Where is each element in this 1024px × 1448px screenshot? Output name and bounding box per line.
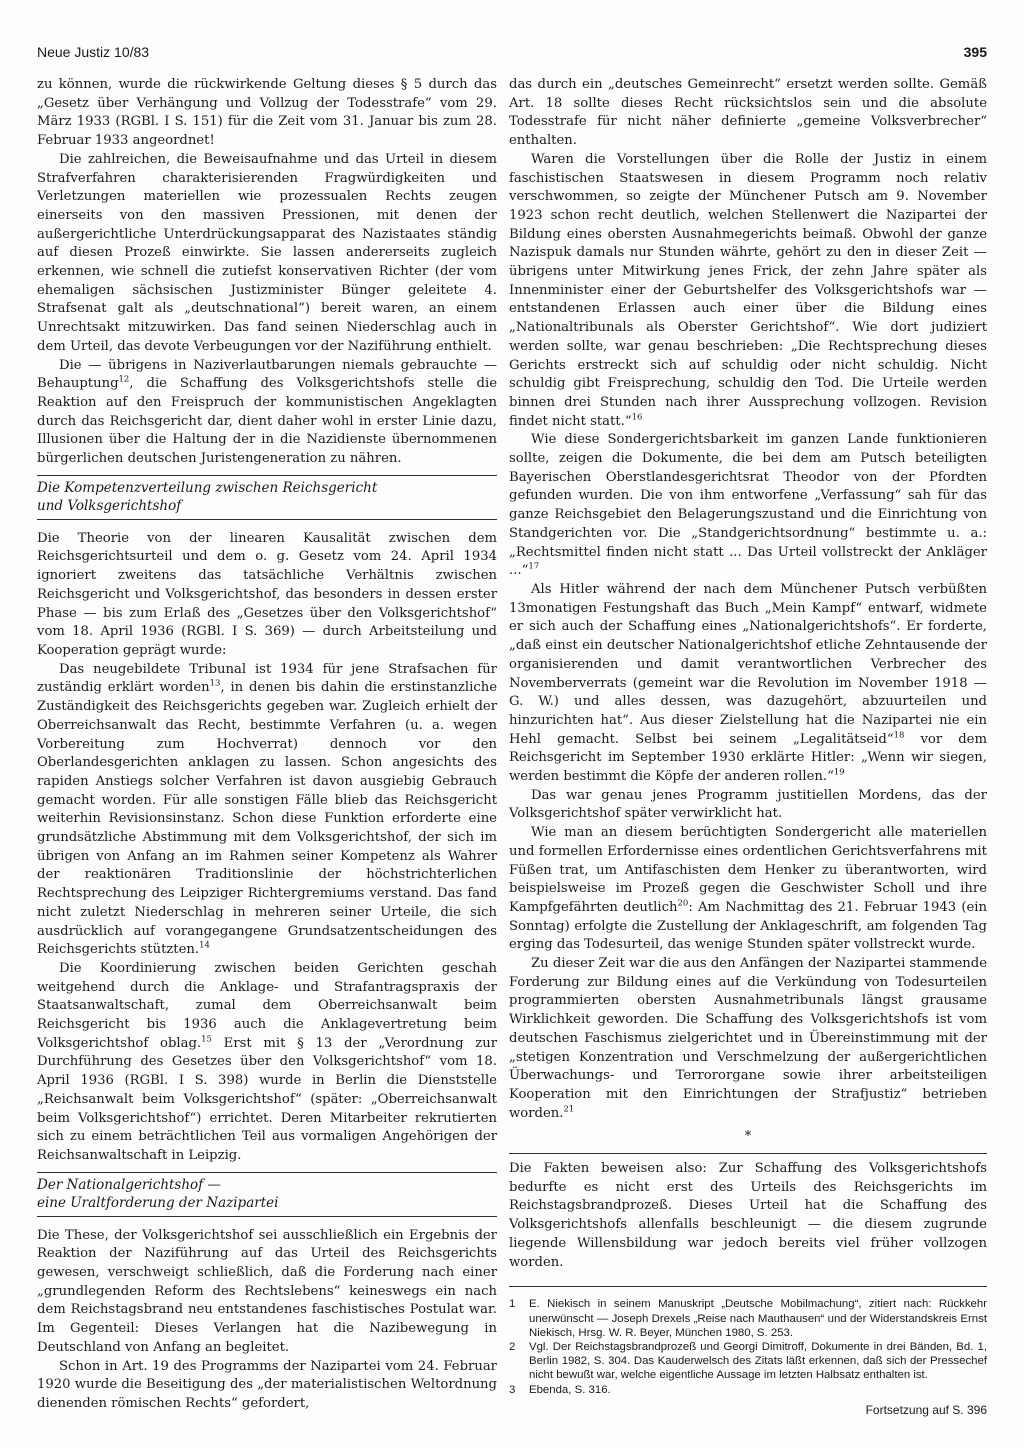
- footnote-divider: [509, 1286, 987, 1287]
- section-separator-star: *: [744, 1129, 752, 1145]
- footnote-ref: 14: [199, 940, 210, 951]
- paragraph: [509, 955, 987, 1123]
- footnote-number: 1: [509, 1298, 516, 1311]
- paragraph: [509, 581, 987, 787]
- paragraph-text: Als Hitler während der nach dem Münchener Putsch verbüßten 13monatigen Festungshaft das Buch „Mein Kampf“ entwarf, widmete er sich auch der Schaffung eines „Nationalgerichtshofs“. Er forderte, „daß einst ein deutscher Nationalgerichtshof etliche Zehntausende der organisierenden und damit verantwortlichen Verbrecher des Novemberverrats (gemeint war die Revolution im November 1918 — G. W.) und alles dessen, was dazugehört, abzuurteilen und hinzurichten hat“. Aus dieser Zielstellung hat die Nazipartei nie ein Hehl gemacht. Selbst bei seinem „Legalitätseid“: [509, 581, 987, 747]
- paragraph-text: vor dem Reichsgericht im September 1930 erklärte Hitler: „Wenn wir siegen, werden bestimmt die Köpfe der anderen rollen.“: [509, 731, 987, 785]
- footnote-ref: 12: [118, 374, 130, 385]
- paragraph: Die zahlreichen, die Beweisaufnahme und das Urteil in diesem Strafverfahren charakterisierenden Fragwürdigkeiten und Verletzungen materiellen wie prozessualen Rechts zeugen einerseits von den massiven Pressionen, mit denen der außergerichtliche Unterdrückungsapparat des Nazistaates ständig auf diesen Prozeß einwirkte. Sie lassen andererseits zugleich erkennen, wie schnell die zutiefst konservativen Richter (der vom ehemaligen sächsischen Justizminister Bünger geleitete 4. Strafsenat galt als „deutschnational“) bereit waren, an einem Unrechtsakt mitzuwirken. Das fand seinen Niederschlag auch in dem Urteil, das devote Verbeugungen vor der Naziführung enthielt.: [37, 151, 497, 354]
- paragraph: zu können, wurde die rückwirkende Geltung dieses § 5 durch das „Gesetz über Verhängung und Vollzug der Todesstrafe“ vom 29. März 1933 (RGBl. I S. 151) für die Zeit vom 31. Januar bis zum 28. Februar 1933 angeordnet!: [37, 77, 497, 149]
- paragraph-text: Wie diese Sondergerichtsbarkeit im ganzen Lande funktionieren sollte, zeigen die Dokumente, die bei dem am Putsch beteiligten Bayerischen Oberstlandesgerichtsrat Theodor von der Pfordten gefunden wurden. Die von ihm entworfene „Verfassung“ sah für das ganze Reichsgebiet den Belagerungszustand und die Einrichtung von Standgerichten vor. Die „Standgerichtsordnung“ bestimmte u. a.: „Rechtsmittel finden nicht statt ... Das Urteil vollstreckt der Ankläger ...“: [509, 432, 987, 579]
- page-number: 395: [963, 44, 987, 60]
- footnote-ref: 18: [893, 730, 905, 741]
- right-column: [509, 76, 987, 1419]
- continuation-note: Fortsetzung auf S. 396: [865, 1402, 987, 1417]
- page-header: [37, 44, 987, 64]
- footnote-number: 2: [509, 1340, 516, 1353]
- paragraph: [509, 824, 987, 955]
- footnote-ref: 16: [631, 412, 643, 423]
- paragraph: das durch ein „deutsches Gemeinrecht“ ersetzt werden sollte. Gemäß Art. 18 sollte dieses Recht rücksichtslos sein und die absolute Todesstrafe für nicht näher definierte „gemeine Volksverbrecher“ enthalten.: [509, 77, 987, 149]
- paragraph-text: Wie man an diesem berüchtigten Sondergericht alle materiellen und formellen Erfordernisse eines ordentlichen Gerichtsverfahrens mit Füßen trat, um Antifaschisten dem Henker zu überantworten, wird beispielsweise im Prozeß gegen die Geschwister Scholl und ihre Kampfgefährten deutlich: [509, 825, 987, 915]
- paragraph: [37, 357, 497, 469]
- footnote-number: 3: [509, 1383, 516, 1396]
- paragraph: [37, 661, 497, 960]
- paragraph-text: Die — übrigens in Naziverlautbarungen niemals gebrauchte — Behauptung: [37, 357, 497, 392]
- paragraph-text: Zu dieser Zeit war die aus den Anfängen der Nazipartei stammende Forderung zur Bildung eines auf die Verkündung von Todesurteilen programmierten obersten Ausnahmetribunals längst grausame Wirklichkeit geworden. Die Schaffung des Volksgerichtshofs ist vom deutschen Faschismus zielgerichtet und in Übereinstimmung mit der „stetigen Konzentration und Verschmelzung der außergerichtlichen Überwachungs- und Terrororgane sowie ihrer arbeitsteiligen Kooperation mit den Einrichtungen der Strafjustiz“ betrieben worden.: [509, 956, 987, 1121]
- paragraph-text: Die Koordinierung zwischen beiden Gerichten geschah weitgehend durch die Anklage- und Strafantragspraxis der Staatsanwaltschaft, zumal dem Oberreichsanwalt beim Reichsgericht bis 1936 auch die Anklagevertretung beim Volksgerichtshof oblag.: [37, 960, 497, 1051]
- paragraph: Das war genau jenes Programm justitiellen Mordens, das der Volksgerichtshof später verwirklicht hat.: [509, 787, 987, 822]
- footnote-ref: 21: [563, 1104, 575, 1115]
- paragraph-text: , die Schaffung des Volksgerichtshofs stelle die Reaktion auf den Freispruch der kommunistischen Angeklagten durch das Reichsgericht dar, dient daher wohl in erster Linie dazu, Illusionen über die Haltung der in die Nazidienste übernommenen bürgerlichen deutschen Juristengeneration zu nähren.: [37, 376, 497, 467]
- paragraph: Die Theorie von der linearen Kausalität zwischen dem Reichsgerichtsurteil und dem o. g. Gesetz vom 24. April 1934 ignoriert zweitens das tatsächliche Verhältnis zwischen Reichsgericht und Volksgerichtshof, das besonders in dessen erster Phase — bis zum Erlaß des „Gesetzes über den Volksgerichtshof“ vom 18. April 1936 (RGBl. I S. 369) — durch Arbeitsteilung und Kooperation geprägt wurde:: [37, 530, 497, 658]
- footnote-ref: 19: [833, 767, 845, 778]
- left-column: [37, 76, 497, 1414]
- footnote: [509, 1340, 987, 1383]
- footnote: [509, 1383, 987, 1397]
- paragraph: Die Fakten beweisen also: Zur Schaffung des Volksgerichtshofs bedurfte es nicht erst des Urteils des Reichsgerichts im Reichstagsbrandprozeß. Dieses Urteil hat die Schaffung des Volksgerichtshofs allenfalls beschleunigt — die diesem zugrunde liegende Willensbildung war jedoch bereits viel früher vollzogen worden.: [509, 1161, 987, 1270]
- section-heading-line: Die Kompetenzverteilung zwischen Reichsgericht: [37, 479, 378, 496]
- paragraph: Schon in Art. 19 des Programms der Nazipartei vom 24. Februar 1920 wurde die Beseitigung des „der materialistischen Weltordnung dienenden römischen Rechts“ gefordert,: [37, 1358, 497, 1411]
- footnote-text: E. Niekisch in seinem Manuskript „Deutsche Mobilmachung“, zitiert nach: Rückkehr unerwünscht — Joseph Drexels „Reise nach Mauthausen“ und der Widerstandskreis Ernst Niekisch, Hrsg. W. R. Beyer, München 1980, S. 253.: [529, 1298, 987, 1339]
- section-heading-line: Der Nationalgerichtshof —: [37, 1176, 221, 1193]
- footnotes: [509, 1297, 987, 1396]
- section-heading: [37, 1172, 497, 1217]
- footnote-text: Ebenda, S. 316.: [529, 1383, 611, 1396]
- footnote-ref: 15: [201, 1034, 212, 1045]
- journal-issue: Neue Justiz 10/83: [37, 44, 150, 60]
- footnote-ref: 20: [677, 898, 689, 909]
- footnote-text: Vgl. Der Reichstagsbrandprozeß und Georgi Dimitroff, Dokumente in drei Bänden, Bd. 1, Berlin 1982, S. 304. Das Kauderwelsch des Zitats läßt erkennen, daß sich der Pressechef nicht bewußt war, welche eigentliche Aussage im letzten Halbsatz enthalten ist.: [529, 1340, 987, 1382]
- paragraph: [37, 960, 497, 1166]
- paragraph-text: Waren die Vorstellungen über die Rolle der Justiz in einem faschistischen Staatswesen in diesem Programm noch relativ verschwommen, so zeigte der Münchener Putsch am 9. November 1923 schon recht deutlich, welchen Stellenwert die Nazipartei der Bildung eines obersten Ausnahmegerichts beimaß. Obwohl der ganze Nazispuk damals nur Stunden währte, gehört zu den in dieser Zeit — übrigens unter Mitwirkung jenes Frick, der zehn Jahre später als Innenminister einer der Geburtshelfer des Volksgerichtshofs war — entstandenen Erlassen auch einer über die Bildung eines „Nationaltribunals als Oberster Gerichtshof“. Wie dort judiziert werden sollte, war genau beschrieben: „Die Rechtsprechung dieses Gerichts erstreckt sich auf schuldig oder nicht schuldig. Nicht schuldig gibt Freisprechung, schuldig den Tod. Die Urteile werden binnen drei Stunden nach ihrer Aussprechung vollzogen. Revision findet nicht statt.“: [509, 151, 987, 429]
- paragraph-text: Erst mit § 13 der „Verordnung zur Durchführung des Gesetzes über den Volksgerichtshof“ vom 18. April 1936 (RGBl. I S. 398) wurde in Berlin die Dienststelle „Reichsanwalt beim Volksgerichtshof“ (später: „Oberreichsanwalt beim Volksgerichtshof“) errichtet. Deren Mitarbeiter rekrutierten sich zu einem beträchtlichen Teil aus vormaligen Angehörigen der Reichsanwaltschaft in Leipzig.: [37, 1035, 498, 1163]
- paragraph: [509, 151, 987, 432]
- paragraph-text: Das neugebildete Tribunal ist 1934 für jene Strafsachen für zuständig erklärt worden: [37, 661, 497, 696]
- paragraph-text: : Am Nachmittag des 21. Februar 1943 (ein Sonntag) erfolgte die Zustellung der Anklageschrift, am folgenden Tag erging das Todesurteil, das wenige Stunden später vollstreckt wurde.: [509, 899, 987, 953]
- paragraph: Die These, der Volksgerichtshof sei ausschließlich ein Ergebnis der Reaktion der Naziführung auf das Urteil des Reichsgerichts gewesen, verschweigt schließlich, daß die Forderung nach einer „grundlegenden Reform des Rechtslebens“ keineswegs ein nach dem Reichstagsbrand neu entstandenes faschistisches Postulat war. Im Gegenteil: Dieses Verlangen hat die Nazibewegung in Deutschland von Anfang an begleitet.: [37, 1227, 497, 1355]
- section-heading: [37, 475, 497, 520]
- section-heading-line: und Volksgerichtshof: [37, 497, 182, 514]
- paragraph: [509, 431, 987, 581]
- footnote-ref: 17: [528, 561, 540, 572]
- footnote: [509, 1297, 987, 1340]
- footnote-ref: 13: [209, 679, 221, 689]
- paragraph-text: , in denen bis dahin die erstinstanzliche Zuständigkeit des Reichsgerichts gegeben war. Zugleich erhielt der Oberreichsanwalt das Recht, bestimmte Verfahren (u. a. wegen Vorbereitung zum Hochverrat) dennoch vor den Oberlandesgerichten anklagen zu lassen. Schon angesichts des rapiden Anstiegs solcher Verfahren ist davon ausgiebig Gebrauch gemacht worden. Für alle sonstigen Fälle blieb das Reichsgericht weiterhin Revisionsinstanz. Schon diese Funktion erforderte eine grundsätzliche Abstimmung mit dem Volksgerichtshof, der sich im übrigen von Anfang an im Rahmen seiner Kompetenz als Wahrer der reaktionären Traditionslinie der höchstrichterlichen Rechtsprechung des Leipziger Richtergremiums verstand. Das fand nicht zuletzt Niederschlag in mehreren seiner Urteile, die sich ausdrücklich auf vorangegangene Grundsatzentscheidungen des Reichsgerichts stützten.: [37, 680, 498, 958]
- closing-block: [509, 1153, 987, 1272]
- section-heading-line: eine Uraltforderung der Nazipartei: [37, 1194, 279, 1211]
